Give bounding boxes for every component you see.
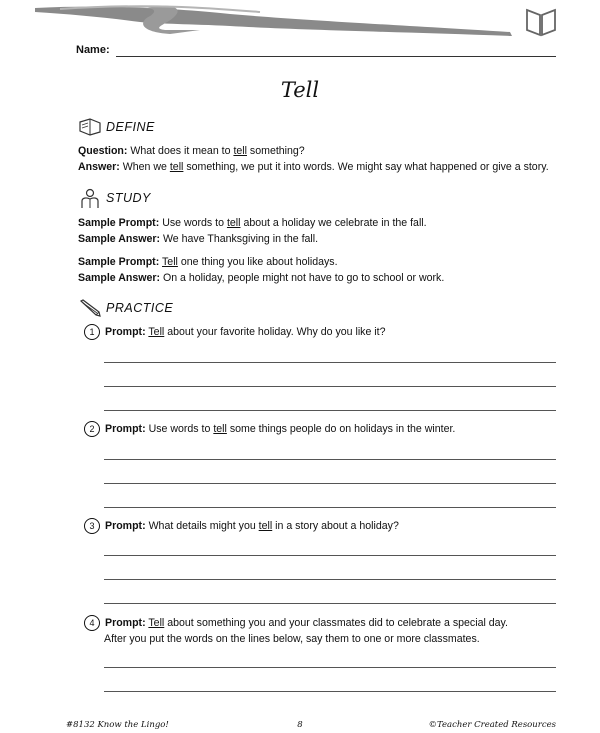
define-question xyxy=(78,143,305,159)
writing-line[interactable] xyxy=(104,362,556,363)
sample-answer-label: Sample Answer: xyxy=(78,272,161,284)
book-logo-icon xyxy=(524,4,558,38)
study-answer-1 xyxy=(78,231,318,247)
define-answer xyxy=(78,159,549,175)
writing-line[interactable] xyxy=(104,386,556,387)
study-prompt-1 xyxy=(78,215,427,231)
prompt-label: Prompt: xyxy=(105,326,146,338)
prompt-text: What details might you tell in a story about a holiday? xyxy=(148,520,399,532)
writing-line[interactable] xyxy=(104,459,556,460)
study-heading-label: STUDY xyxy=(106,191,151,205)
practice-prompt-3 xyxy=(84,518,399,534)
prompt-text: Use words to tell some things people do on holidays in the winter. xyxy=(148,423,456,435)
number-badge: 4 xyxy=(84,615,100,631)
practice-prompt-4-line2: After you put the words on the lines below, say them to one or more classmates. xyxy=(104,633,480,645)
prompt-text: Tell about your favorite holiday. Why do you like it? xyxy=(148,326,386,338)
book-icon xyxy=(78,117,102,137)
sample-answer-text: On a holiday, people might not have to go to school or work. xyxy=(162,272,445,284)
writing-line[interactable] xyxy=(104,410,556,411)
writing-line[interactable] xyxy=(104,507,556,508)
page-number: 8 xyxy=(297,720,303,730)
define-heading-label: DEFINE xyxy=(106,120,155,134)
answer-text: When we tell something, we put it into words. We might say what happened or give a story. xyxy=(122,161,549,173)
pencil-icon xyxy=(78,298,102,318)
prompt-label: Prompt: xyxy=(105,423,146,435)
writing-line[interactable] xyxy=(104,603,556,604)
question-label: Question: xyxy=(78,145,128,157)
name-row xyxy=(76,44,556,60)
student-icon xyxy=(78,188,102,210)
writing-line[interactable] xyxy=(104,667,556,668)
page-title: Tell xyxy=(280,78,320,102)
number-badge: 3 xyxy=(84,518,100,534)
practice-prompt-1 xyxy=(84,324,386,340)
writing-line[interactable] xyxy=(104,691,556,692)
name-label: Name: xyxy=(76,44,110,56)
study-answer-2 xyxy=(78,270,444,286)
writing-line[interactable] xyxy=(104,579,556,580)
prompt-label: Prompt: xyxy=(105,520,146,532)
footer-book-title: #8132 Know the Lingo! xyxy=(66,720,169,730)
footer-copyright: ©Teacher Created Resources xyxy=(428,720,556,730)
sample-prompt-label: Sample Prompt: xyxy=(78,256,160,268)
writing-line[interactable] xyxy=(104,555,556,556)
sample-answer-text: We have Thanksgiving in the fall. xyxy=(162,233,319,245)
sample-prompt-label: Sample Prompt: xyxy=(78,217,160,229)
prompt-label: Prompt: xyxy=(105,617,146,629)
practice-heading-label: PRACTICE xyxy=(106,301,174,315)
number-badge: 1 xyxy=(84,324,100,340)
prompt-text: Tell about something you and your classmates did to celebrate a special day. xyxy=(148,617,508,629)
practice-prompt-2 xyxy=(84,421,455,437)
question-text: What does it mean to tell something? xyxy=(130,145,305,157)
header-brush-stroke xyxy=(0,0,600,50)
writing-line[interactable] xyxy=(104,483,556,484)
name-line[interactable] xyxy=(116,56,556,57)
number-badge: 2 xyxy=(84,421,100,437)
sample-answer-label: Sample Answer: xyxy=(78,233,161,245)
sample-prompt-text: Tell one thing you like about holidays. xyxy=(162,256,338,268)
answer-label: Answer: xyxy=(78,161,120,173)
practice-prompt-4 xyxy=(84,615,508,631)
sample-prompt-text: Use words to tell about a holiday we celebrate in the fall. xyxy=(162,217,427,229)
study-prompt-2 xyxy=(78,254,338,270)
